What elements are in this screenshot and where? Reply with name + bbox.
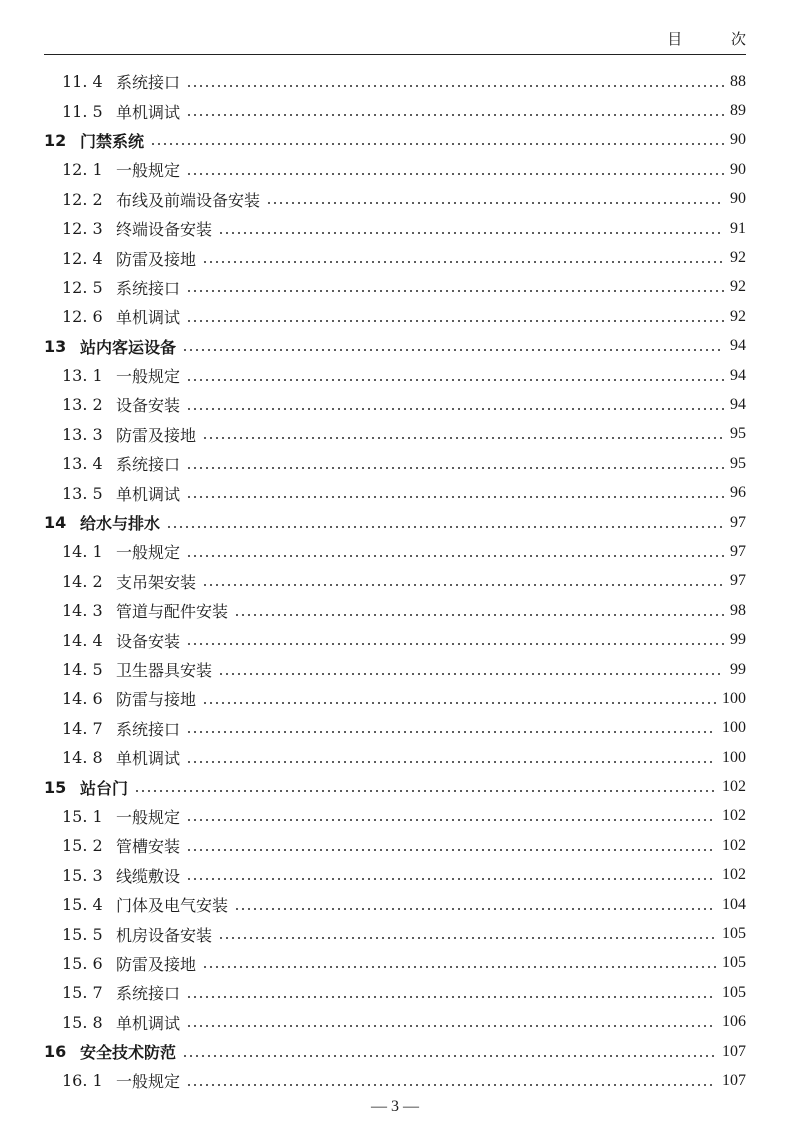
- toc-entry-title: 机房设备安装: [116, 925, 213, 945]
- dot-leader: [202, 261, 724, 263]
- dot-leader: [186, 849, 716, 851]
- toc-entry-number: 14. 7: [62, 718, 103, 738]
- toc-entry-page: 105: [722, 925, 746, 943]
- toc-chapter-row[interactable]: [44, 772, 746, 801]
- toc-entry-title: 单机调试: [116, 484, 181, 504]
- toc-entry-page: 106: [722, 1013, 746, 1031]
- toc-entry-number: 12. 1: [62, 160, 103, 180]
- toc-entry-title: 系统接口: [116, 73, 181, 93]
- toc-entry-title: 门禁系统: [80, 131, 145, 151]
- toc-entry-page: 102: [722, 807, 746, 825]
- toc-entry-page: 92: [730, 249, 746, 267]
- toc-entry-number: 15. 4: [62, 895, 103, 915]
- toc-entry-number: 15. 2: [62, 836, 103, 856]
- toc-entry-title: 系统接口: [116, 984, 181, 1004]
- toc-section-row[interactable]: [44, 655, 746, 684]
- toc-entry-page: 89: [730, 102, 746, 120]
- toc-entry-page: 104: [722, 895, 746, 913]
- dot-leader: [186, 173, 724, 175]
- toc-entry-number: 12. 4: [62, 248, 103, 268]
- toc-entry-page: 91: [730, 219, 746, 237]
- toc-entry-page: 102: [722, 778, 746, 796]
- toc-entry-title: 支吊架安装: [116, 572, 197, 592]
- toc-chapter-row[interactable]: [44, 1037, 746, 1066]
- toc-entry-number: 14: [44, 513, 67, 533]
- dot-leader: [218, 937, 716, 939]
- toc-section-row[interactable]: [44, 361, 746, 390]
- toc-entry-number: 12. 2: [62, 189, 103, 209]
- toc-entry-number: 15. 7: [62, 983, 103, 1003]
- toc-entry-page: 107: [722, 1042, 746, 1060]
- dot-leader: [166, 526, 724, 528]
- toc-entry-number: 12. 5: [62, 277, 103, 297]
- toc-entry-number: 15. 1: [62, 806, 103, 826]
- toc-entry-title: 管槽安装: [116, 837, 181, 857]
- toc-entry-page: 100: [722, 689, 746, 707]
- toc-entry-title: 线缆敷设: [116, 866, 181, 886]
- toc-section-row[interactable]: [44, 596, 746, 625]
- dot-leader: [202, 702, 716, 704]
- toc-chapter-row[interactable]: [44, 508, 746, 537]
- toc-entry-page: 88: [730, 72, 746, 90]
- toc-section-row[interactable]: [44, 243, 746, 272]
- dot-leader: [186, 408, 724, 410]
- dot-leader: [186, 379, 724, 381]
- toc-entry-page: 100: [722, 748, 746, 766]
- toc-entry-page: 97: [730, 513, 746, 531]
- toc-entry-number: 14. 1: [62, 542, 103, 562]
- toc-entry-title: 站台门: [80, 778, 129, 798]
- dot-leader: [202, 437, 724, 439]
- dot-leader: [134, 790, 716, 792]
- dot-leader: [202, 584, 724, 586]
- toc-entry-title: 安全技术防范: [80, 1043, 177, 1063]
- toc-section-row[interactable]: [44, 537, 746, 566]
- toc-section-row[interactable]: [44, 1066, 746, 1095]
- toc-entry-title: 防雷及接地: [116, 249, 197, 269]
- toc-entry-page: 95: [730, 454, 746, 472]
- toc-entry-title: 一般规定: [116, 367, 181, 387]
- toc-entry-title: 防雷及接地: [116, 954, 197, 974]
- toc-entry-page: 94: [730, 366, 746, 384]
- dot-leader: [186, 643, 724, 645]
- dot-leader: [186, 555, 724, 557]
- toc-entry-title: 防雷及接地: [116, 425, 197, 445]
- dot-leader: [150, 143, 724, 145]
- toc-entry-page: 92: [730, 278, 746, 296]
- toc-entry-page: 94: [730, 337, 746, 355]
- toc-section-row[interactable]: [44, 390, 746, 419]
- toc-entry-number: 15. 8: [62, 1012, 103, 1032]
- toc-section-row[interactable]: [44, 567, 746, 596]
- toc-entry-title: 单机调试: [116, 1013, 181, 1033]
- toc-entry-title: 卫生器具安装: [116, 661, 213, 680]
- toc-section-row[interactable]: [44, 743, 746, 772]
- toc-entry-title: 系统接口: [116, 455, 181, 475]
- dot-leader: [186, 320, 724, 322]
- toc-entry-page: 90: [730, 160, 746, 178]
- toc-chapter-row[interactable]: [44, 332, 746, 361]
- toc-entry-number: 15: [44, 777, 67, 797]
- toc-entry-page: 90: [730, 190, 746, 208]
- toc-entry-page: 98: [730, 601, 746, 619]
- toc-entry-page: 102: [722, 836, 746, 854]
- dot-leader: [266, 202, 724, 204]
- toc-section-row[interactable]: [44, 302, 746, 331]
- toc-entry-number: 16: [44, 1042, 67, 1062]
- toc-section-row[interactable]: [44, 919, 746, 948]
- toc-entry-number: 16. 1: [62, 1071, 103, 1091]
- dot-leader: [234, 908, 716, 910]
- toc-entry-number: 15. 3: [62, 865, 103, 885]
- toc-section-row[interactable]: [44, 1008, 746, 1037]
- toc-entry-title: 门体及电气安装: [116, 896, 229, 916]
- dot-leader: [186, 819, 716, 821]
- toc-chapter-row[interactable]: [44, 126, 746, 155]
- toc-entry-title: 设备安装: [116, 631, 181, 651]
- toc-entry-number: 12. 6: [62, 307, 103, 327]
- toc-section-row[interactable]: [44, 684, 746, 713]
- dot-leader: [186, 761, 716, 763]
- toc-entry-title: 系统接口: [116, 278, 181, 298]
- dot-leader: [202, 966, 716, 968]
- toc-entry-number: 14. 8: [62, 748, 103, 768]
- toc-entry-number: 12. 3: [62, 219, 103, 239]
- toc-entry-page: 107: [722, 1071, 746, 1089]
- toc-entry-page: 99: [730, 631, 746, 649]
- toc-section-row[interactable]: [44, 714, 746, 743]
- toc-entry-number: 15. 5: [62, 924, 103, 944]
- dot-leader: [182, 349, 724, 351]
- toc-entry-number: 12: [44, 130, 67, 150]
- toc-entry-number: 15. 6: [62, 953, 103, 973]
- toc-entry-number: 13. 4: [62, 454, 103, 474]
- toc-entry-title: 单机调试: [116, 102, 181, 122]
- toc-entry-page: 94: [730, 395, 746, 413]
- toc-section-row[interactable]: [44, 273, 746, 302]
- toc-entry-title: 防雷与接地: [116, 690, 197, 710]
- toc-entry-number: 14. 2: [62, 571, 103, 591]
- toc-entry-number: 13. 3: [62, 424, 103, 444]
- toc-entry-page: 97: [730, 542, 746, 560]
- toc-entry-page: 95: [730, 425, 746, 443]
- toc-entry-page: 92: [730, 307, 746, 325]
- toc-entry-number: 11. 4: [62, 72, 103, 92]
- toc-entry-title: 设备安装: [116, 396, 181, 416]
- toc-entry-page: 90: [730, 131, 746, 149]
- toc-entry-page: 100: [722, 719, 746, 737]
- toc-entry-number: 13. 5: [62, 483, 103, 503]
- toc-entry-number: 14. 6: [62, 689, 103, 709]
- toc-section-row[interactable]: [44, 831, 746, 860]
- toc-entry-number: 14. 4: [62, 630, 103, 650]
- toc-entry-number: 11. 5: [62, 101, 103, 121]
- dot-leader: [218, 673, 724, 675]
- toc-entry-number: 14. 3: [62, 601, 103, 621]
- dot-leader: [186, 467, 724, 469]
- toc-section-row[interactable]: [44, 861, 746, 890]
- toc-section-row[interactable]: [44, 214, 746, 243]
- toc-section-row[interactable]: [44, 67, 746, 96]
- dot-leader: [186, 496, 724, 498]
- toc-section-row[interactable]: [44, 478, 746, 507]
- toc-entry-title: 终端设备安装: [116, 220, 213, 240]
- toc-entry-title: 管道与配件安装: [116, 602, 229, 622]
- toc-entry-title: 布线及前端设备安装: [116, 190, 261, 210]
- toc-entry-title: 单机调试: [116, 749, 181, 769]
- toc-entry-number: 13. 1: [62, 366, 103, 386]
- dot-leader: [186, 1084, 716, 1086]
- toc-entry-page: 96: [730, 484, 746, 502]
- toc-entry-page: 105: [722, 954, 746, 972]
- toc-section-row[interactable]: [44, 890, 746, 919]
- toc-entry-page: 102: [722, 866, 746, 884]
- toc-entry-title: 一般规定: [116, 161, 181, 181]
- toc-entry-title: 给水与排水: [80, 514, 161, 534]
- toc-section-row[interactable]: [44, 420, 746, 449]
- toc-section-row[interactable]: [44, 185, 746, 214]
- dot-leader: [186, 290, 724, 292]
- dot-leader: [186, 996, 716, 998]
- dot-leader: [182, 1055, 716, 1057]
- dot-leader: [186, 731, 716, 733]
- toc-entry-title: 站内客运设备: [80, 337, 177, 357]
- dot-leader: [186, 114, 724, 116]
- toc-section-row[interactable]: [44, 949, 746, 978]
- toc-entry-title: 一般规定: [116, 543, 181, 563]
- header-title: 目 次: [667, 30, 768, 48]
- dot-leader: [234, 614, 724, 616]
- toc-entry-page: 99: [730, 660, 746, 678]
- toc-entry-number: 13. 2: [62, 395, 103, 415]
- toc-entry-number: 14. 5: [62, 660, 103, 679]
- toc-entry-title: 单机调试: [116, 308, 181, 328]
- toc-section-row[interactable]: [44, 155, 746, 184]
- dot-leader: [218, 232, 724, 234]
- dot-leader: [186, 1025, 716, 1027]
- toc-entry-title: 一般规定: [116, 1072, 181, 1092]
- toc-section-row[interactable]: [44, 449, 746, 478]
- toc-section-row[interactable]: [44, 625, 746, 654]
- toc-entry-number: 13: [44, 336, 67, 356]
- page-number: — 3 —: [371, 1098, 419, 1115]
- toc-section-row[interactable]: [44, 802, 746, 831]
- toc-section-row[interactable]: [44, 96, 746, 125]
- toc-entry-page: 105: [722, 983, 746, 1001]
- page-header: [44, 24, 768, 55]
- toc-section-row[interactable]: [44, 978, 746, 1007]
- toc-entry-page: 97: [730, 572, 746, 590]
- dot-leader: [186, 85, 724, 87]
- toc-entry-title: 一般规定: [116, 807, 181, 827]
- dot-leader: [186, 878, 716, 880]
- table-of-contents: [44, 67, 746, 1096]
- toc-entry-title: 系统接口: [116, 719, 181, 739]
